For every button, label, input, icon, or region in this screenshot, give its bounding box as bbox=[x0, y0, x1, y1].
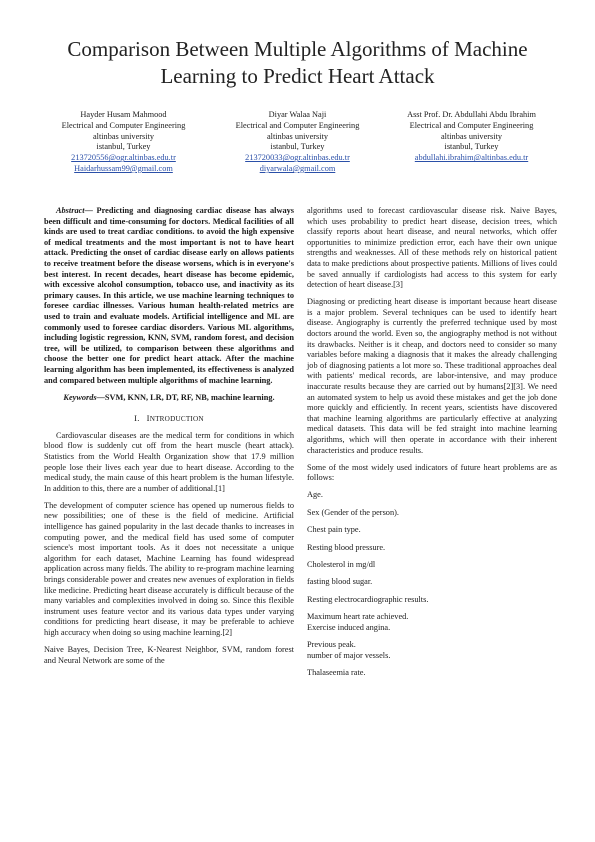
abstract-text: Predicting and diagnosing cardiac disease has always been difficult and time-consuming for doctors. Medical facilities of all kinds are used to treat cardiac conditions. to avoid the high expensive of medical treatments and the most important is not to have heart attack. Predicting the onset of cardiac disease early on allows patients to receive treatment before the disease worsens, which is in everyone's best interest. In recent decades, heart disease has become epidemic, with excessive alcohol consumption, tobacco use, and inactivity as its primary causes. In this article, we use machine learning techniques to foresee cardiac illnesses. Various human health-related metrics are used to train and evaluate models. Artificial intelligence and ML are commonly used to foresee cardiac disorders. Various ML algorithms, including logistic regression, KNN, SVM, random forest, and decision tree, will be utilized, to comparison between these algorithms and choose the better one for predict heart attack. After the machine learning algorithm has been implemented, its effectiveness is analyzed and compared between multiple algorithms of machine learning. bbox=[44, 206, 294, 385]
indicator-item: Cholesterol in mg/dl bbox=[307, 559, 376, 569]
author-location: istanbul, Turkey bbox=[96, 142, 151, 152]
author-university: altinbas university bbox=[266, 131, 329, 141]
author-1 bbox=[36, 110, 211, 175]
indicator-list bbox=[307, 490, 557, 678]
author-university: altinbas university bbox=[440, 131, 503, 141]
section-heading-introduction bbox=[44, 413, 294, 425]
section-title-initial: I bbox=[146, 413, 150, 424]
paper-title: Comparison Between Multiple Algorithms of Machine Learning to Predict Heart Attack bbox=[67, 37, 528, 88]
indicator-item: Thalaseemia rate. bbox=[307, 668, 366, 678]
author-email-link[interactable]: 213720556@ogr.altinbas.edu.tr bbox=[71, 153, 176, 163]
author-location: istanbul, Turkey bbox=[270, 142, 325, 152]
author-name: Asst Prof. Dr. Abdullahi Abdu Ibrahim bbox=[407, 110, 536, 119]
author-name: Hayder Husam Mahmood bbox=[80, 110, 167, 119]
author-location: istanbul, Turkey bbox=[444, 142, 499, 152]
author-3 bbox=[384, 110, 559, 164]
section-title-rest: NTRODUCTION bbox=[149, 415, 204, 424]
indicator-item: Resting electrocardiographic results. bbox=[307, 594, 429, 604]
author-email-link[interactable]: 213720033@ogr.altinbas.edu.tr bbox=[245, 153, 350, 163]
indicator-item: fasting blood sugar. bbox=[307, 577, 373, 587]
indicator-item: Exercise induced angina. bbox=[307, 622, 391, 632]
keywords bbox=[44, 393, 294, 404]
author-block bbox=[36, 110, 559, 180]
author-2 bbox=[210, 110, 385, 175]
body-paragraph: Naive Bayes, Decision Tree, K-Nearest Neighbor, SVM, random forest and Neural Network are some of the bbox=[44, 645, 294, 665]
author-department: Electrical and Computer Engineering bbox=[409, 120, 534, 130]
keywords-label: Keywords— bbox=[63, 392, 105, 402]
indicator-item: Maximum heart rate achieved. bbox=[307, 612, 409, 622]
author-email-link[interactable]: diyarwala@gmail.com bbox=[259, 163, 336, 173]
right-column bbox=[307, 206, 557, 685]
indicator-item: Sex (Gender of the person). bbox=[307, 507, 399, 517]
author-email-link[interactable]: abdullahi.ibrahim@altinbas.edu.tr bbox=[414, 153, 529, 163]
left-column bbox=[44, 206, 294, 673]
indicator-item: number of major vessels. bbox=[307, 650, 391, 660]
author-department: Electrical and Computer Engineering bbox=[61, 120, 186, 130]
author-email-link[interactable]: Haidarhussam99@gmail.com bbox=[74, 163, 173, 173]
author-name: Diyar Walaa Naji bbox=[268, 110, 327, 119]
section-number: I. bbox=[134, 413, 140, 424]
author-university: altinbas university bbox=[92, 131, 155, 141]
body-paragraph: Some of the most widely used indicators of future heart problems are as follows: bbox=[307, 462, 557, 483]
author-department: Electrical and Computer Engineering bbox=[235, 120, 360, 130]
indicator-item: Chest pain type. bbox=[307, 525, 361, 535]
body-paragraph: algorithms used to forecast cardiovascular disease risk. Naive Bayes, which uses probability to predict heart disease, decision trees, which classify reports about heart disease, and neural networks, which offer opportunities to minimize prediction error, each have their own unique strengths and weaknesses. All of these methods rely on historical patient data to make predictions about prospective patients. Millions of lives could be saved annually if cardiologists had access to this system for early detection of heart disease.[3] bbox=[307, 206, 557, 290]
body-paragraph: Cardiovascular diseases are the medical term for conditions in which blood flow is suddenly cut off from the heart muscle (heart attack). Statistics from the World Health Organization show that 17.9 million people lose their lives each year due to heart disease. According to the medical study, the main cause of this heart problem is the human lifestyle. In addition to this, there are a number of additional.[1] bbox=[44, 430, 294, 493]
indicator-item: Previous peak. bbox=[307, 640, 356, 650]
body-paragraph: Diagnosing or predicting heart disease is important because heart disease is a major problem. Several techniques can be used to identify heart disease. Angiography is currently the preferred technique used by most doctors around the world. Even so, the angiography method is not without its drawbacks. Neither is it cheap, and doctors need to consider so many variables before making a diagnosis that it makes the already challenging job of diagnosing patients a lot more so. These traditional approaches deal with patients' medical records, are labor-intensive, and may produce inaccurate results because they are carried out by humans[2][3]. We need an automated system to help us avoid these mistakes and get the job done more quickly and efficiently. In recent years, scientists have discovered that machine learning algorithms are particularly effective at analyzing medical datasets. This data will be fed straight into machine learning algorithms, which will then operate in accordance with their inherent characteristics and produce results. bbox=[307, 297, 557, 455]
abstract bbox=[44, 206, 294, 386]
body-paragraph: The development of computer science has opened up numerous fields to new possibilities; one of these is the field of medicine. Artificial intelligence has gained popularity in the last decade thanks to increases in computing power, and the medical field has used some of computer science's most important tools. As it does not necessitate a unique algorithm for each dataset, Machine Learning has found widespread application across many fields. The ability to re-program machine learning brings considerable power and creates new avenues of exploration in fields like medicine. Predicting heart disease accurately is difficult because of the many variables and complexities involved in doing so. Since this flexible instrument uses feature vector and its various data types under varying conditions for predicting heart disease, it may be preferable to achieve high accuracy when doing so using machine learning.[2] bbox=[44, 500, 294, 637]
indicator-item: Age. bbox=[307, 490, 323, 500]
abstract-label: Abstract— bbox=[56, 206, 93, 215]
indicator-item: Resting blood pressure. bbox=[307, 542, 386, 552]
keywords-text: SVM, KNN, LR, DT, RF, NB, machine learning. bbox=[104, 392, 275, 402]
